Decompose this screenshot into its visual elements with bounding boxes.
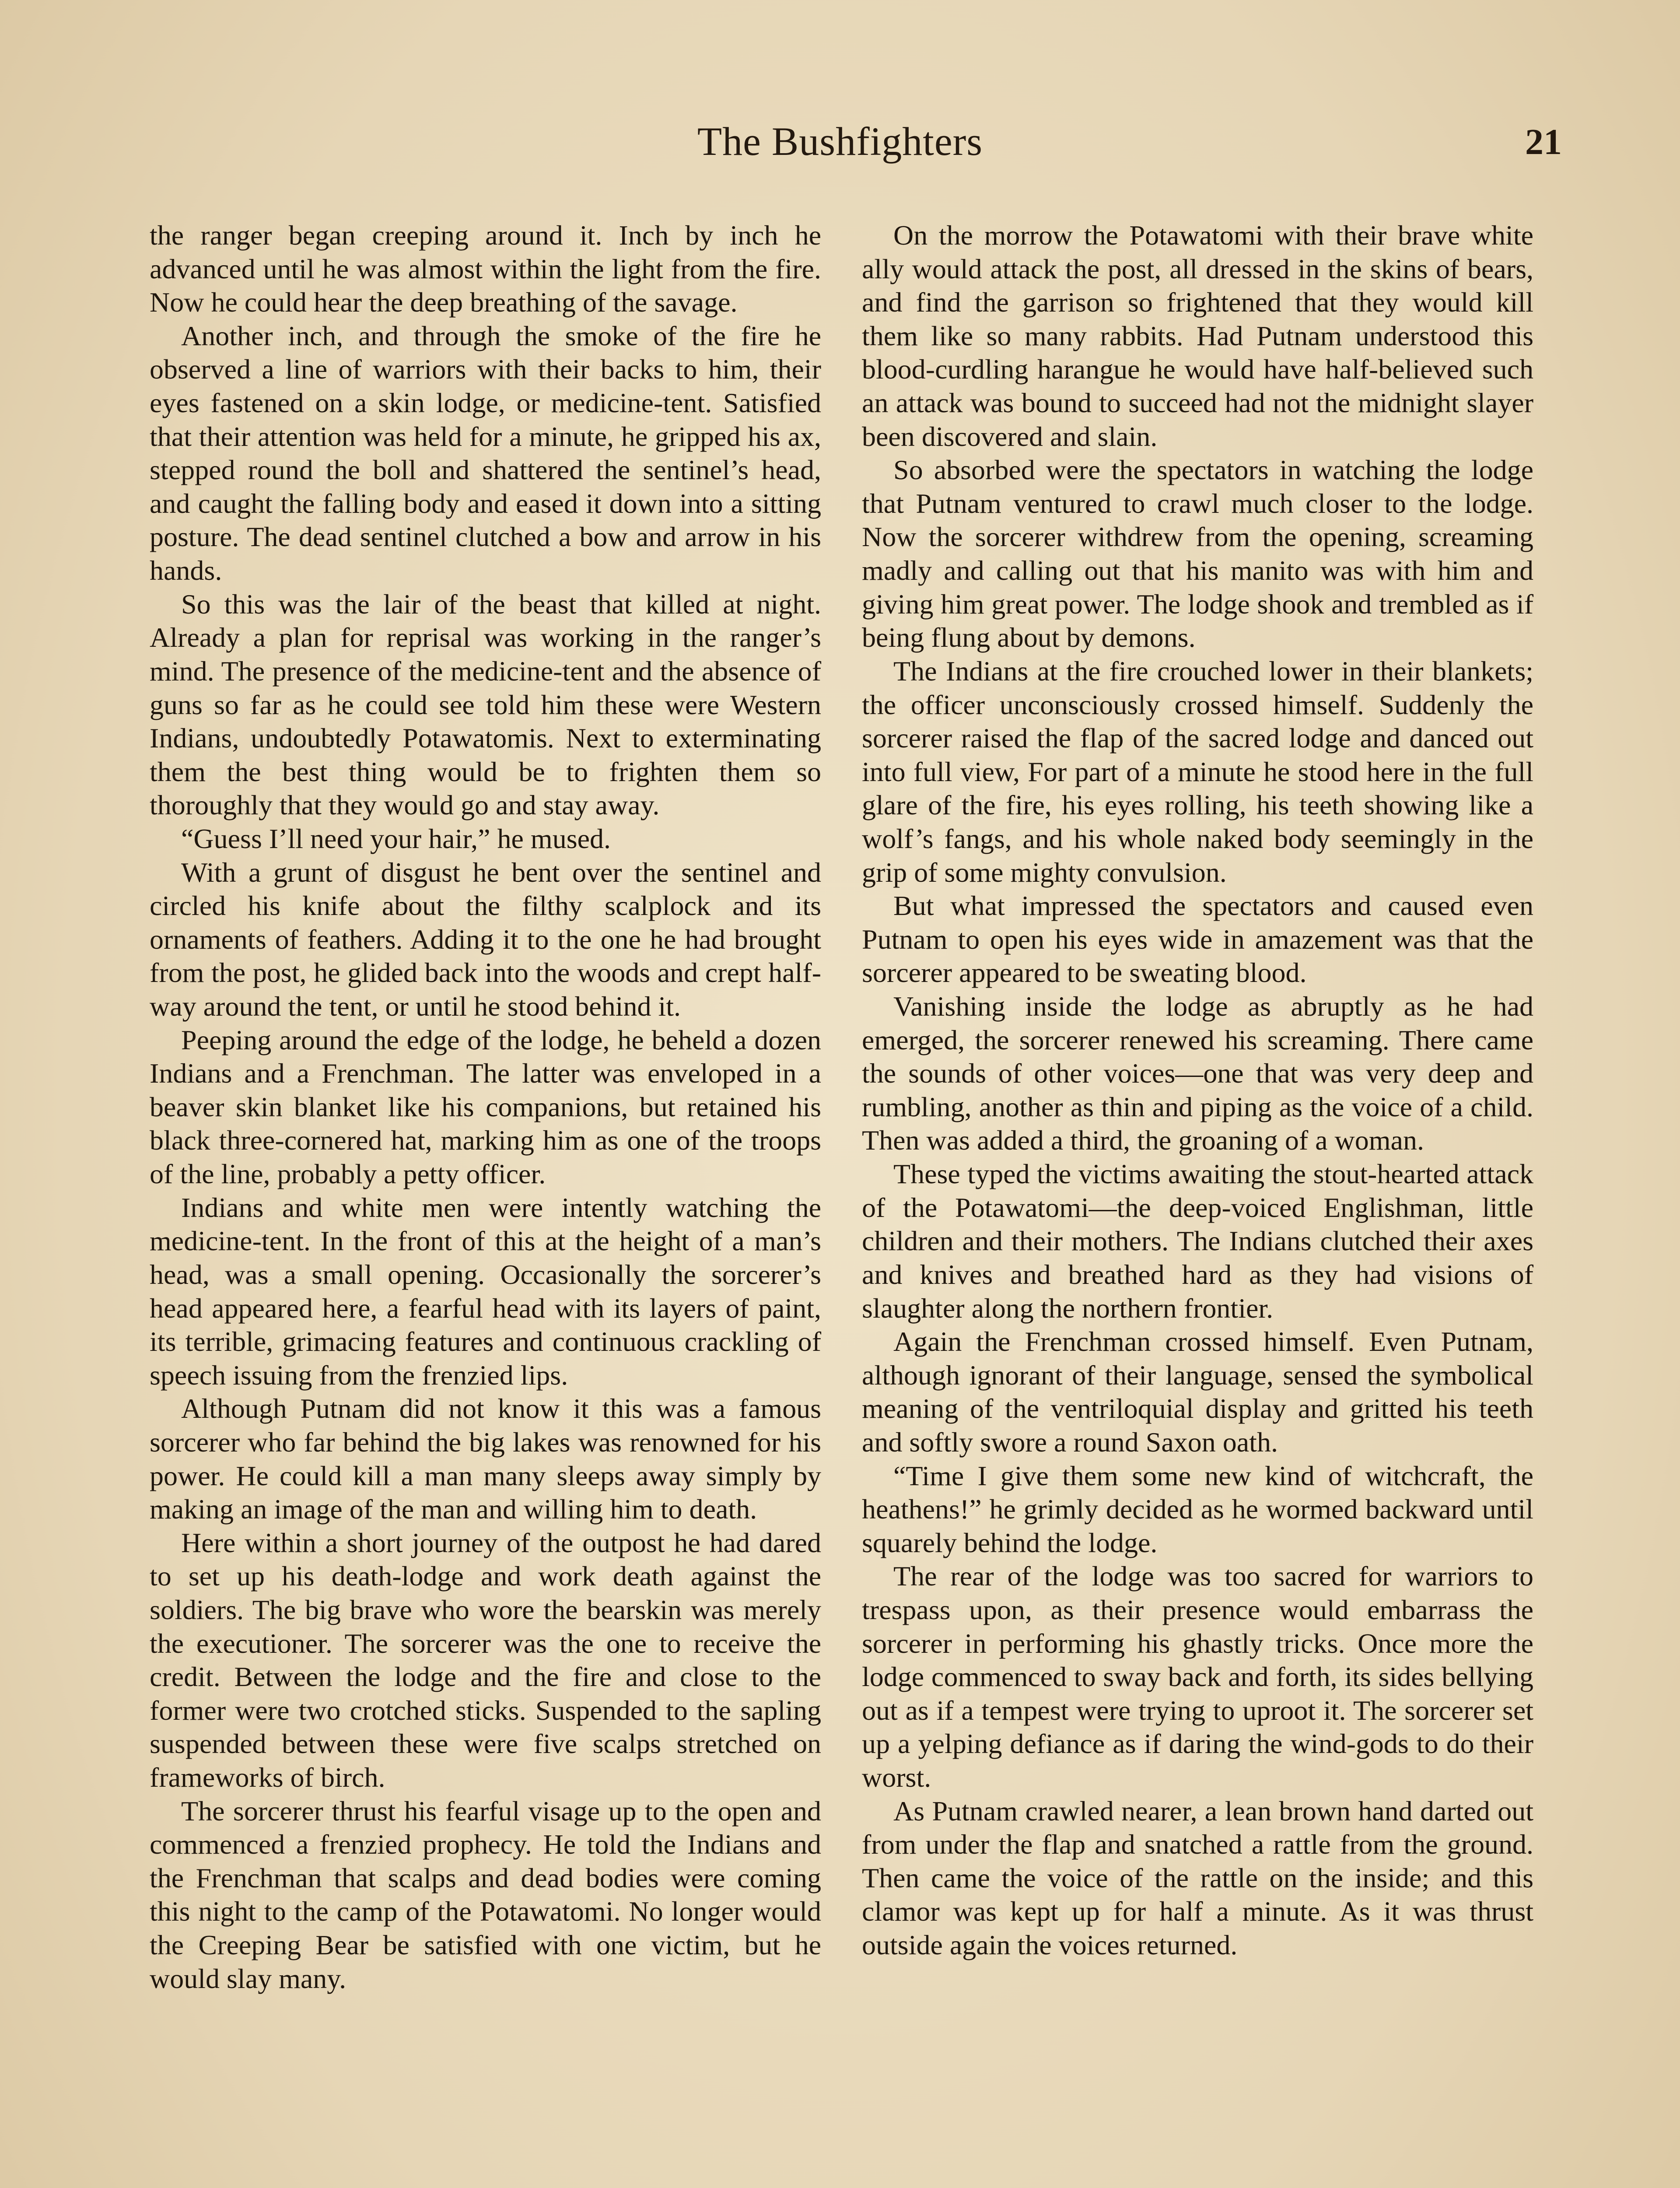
paragraph: The rear of the lodge was too sacred for warriors to trespass upon, as their presence would embarrass the sorcerer in performing his ghastly tricks. Once more the lodge commenced to sway back and forth, its sides bellying out as if a tempest were trying to uproot it. The sorcerer set up a yelping defiance as if daring the wind-gods to do their worst. [862,1560,1533,1793]
page-header [0,118,1680,184]
left-column [150,219,821,1995]
paragraph: Indians and white men were intently watching the medicine-tent. In the front of this at the height of a man’s head, was a small opening. Occasionally the sorcerer’s head appeared here, a fearful head with its layers of paint, its terrible, grimacing features and continuous crackling of speech issuing from the frenzied lips. [150,1192,821,1391]
paragraph: With a grunt of disgust he bent over the sentinel and circled his knife about the filthy scalplock and its ornaments of feathers. Adding it to the one he had brought from the post, he glided back into the woods and crept half-way around the tent, or until he stood behind it. [150,856,821,1022]
running-title: The Bushfighters [697,119,983,164]
paragraph: The Indians at the fire crouched lower in their blankets; the officer unconsciously crossed himself. Suddenly the sorcerer raised the flap of the sacred lodge and danced out into full view, For part of a minute he stood here in the full glare of the fire, his eyes rolling, his teeth showing like a wolf’s fangs, and his whole naked body seemingly in the grip of some mighty convulsion. [862,655,1533,888]
paragraph: These typed the victims awaiting the stout-hearted attack of the Potawatomi—the deep-voiced Englishman, little children and their mothers. The Indians clutched their axes and knives and breathed hard as they had visions of slaughter along the northern frontier. [862,1158,1533,1324]
paragraph: “Time I give them some new kind of witchcraft, the heathens!” he grimly decided as he wormed backward until squarely behind the lodge. [862,1460,1533,1558]
paragraph: As Putnam crawled nearer, a lean brown hand darted out from under the flap and snatched a rattle from the ground. Then came the voice of the rattle on the inside; and this clamor was kept up for half a minute. As it was thrust outside again the voices returned. [862,1795,1533,1961]
paragraph: Here within a short journey of the outpost he had dared to set up his death-lodge and work death against the soldiers. The big brave who wore the bearskin was merely the executioner. The sorcerer was the one to receive the credit. Between the lodge and the fire and close to the former were two crotched sticks. Suspended to the sapling suspended between these were five scalps stretched on frameworks of birch. [150,1527,821,1793]
paragraph: So absorbed were the spectators in watching the lodge that Putnam ventured to crawl much closer to the lodge. Now the sorcerer withdrew from the opening, screaming madly and calling out that his manito was with him and giving him great power. The lodge shook and trembled as if being flung about by demons. [862,454,1533,653]
paragraph: The sorcerer thrust his fearful visage up to the open and commenced a frenzied prophecy. He told the Indians and the Frenchman that scalps and dead bodies were coming this night to the camp of the Potawatomi. No longer would the Creeping Bear be satisfied with one victim, but he would slay many. [150,1795,821,1994]
paragraph: Again the Frenchman crossed himself. Even Putnam, although ignorant of their language, sensed the symbolical meaning of the ventriloquial display and gritted his teeth and softly swore a round Saxon oath. [862,1326,1533,1458]
page-number: 21 [1525,122,1562,162]
paragraph: “Guess I’ll need your hair,” he mused. [181,823,611,854]
right-column [862,219,1533,1962]
paragraph: Peeping around the edge of the lodge, he beheld a dozen Indians and a Frenchman. The latter was enveloped in a beaver skin blanket like his companions, but retained his black three-cornered hat, marking him as one of the troops of the line, probably a petty officer. [150,1024,821,1190]
paragraph: Although Putnam did not know it this was a famous sorcerer who far behind the big lakes was renowned for his power. He could kill a man many sleeps away simply by making an image of the man and willing him to death. [150,1393,821,1525]
paragraph: But what impressed the spectators and caused even Putnam to open his eyes wide in amazement was that the sorcerer appeared to be sweating blood. [862,890,1533,989]
paragraph: the ranger began creeping around it. Inch by inch he advanced until he was almost within the light from the fire. Now he could hear the deep breathing of the savage. [150,220,821,318]
paragraph: So this was the lair of the beast that killed at night. Already a plan for reprisal was working in the ranger’s mind. The presence of the medicine-tent and the absence of guns so far as he could see told him these were Western Indians, undoubtedly Potawatomis. Next to exterminating them the best thing would be to frighten them so thoroughly that they would go and stay away. [150,588,821,821]
paragraph: Vanishing inside the lodge as abruptly as he had emerged, the sorcerer renewed his screaming. There came the sounds of other voices—one that was very deep and rumbling, another as thin and piping as the voice of a child. Then was added a third, the groaning of a woman. [862,991,1533,1156]
paragraph: On the morrow the Potawatomi with their brave white ally would attack the post, all dressed in the skins of bears, and find the garrison so frightened that they would kill them like so many rabbits. Had Putnam understood this blood-curdling harangue he would have half-believed such an attack was bound to succeed had not the midnight slayer been discovered and slain. [862,220,1533,452]
paragraph: Another inch, and through the smoke of the fire he observed a line of warriors with their backs to him, their eyes fastened on a skin lodge, or medicine-tent. Satisfied that their attention was held for a minute, he gripped his ax, stepped round the boll and shattered the sentinel’s head, and caught the falling body and eased it down into a sitting posture. The dead sentinel clutched a bow and arrow in his hands. [150,320,821,586]
